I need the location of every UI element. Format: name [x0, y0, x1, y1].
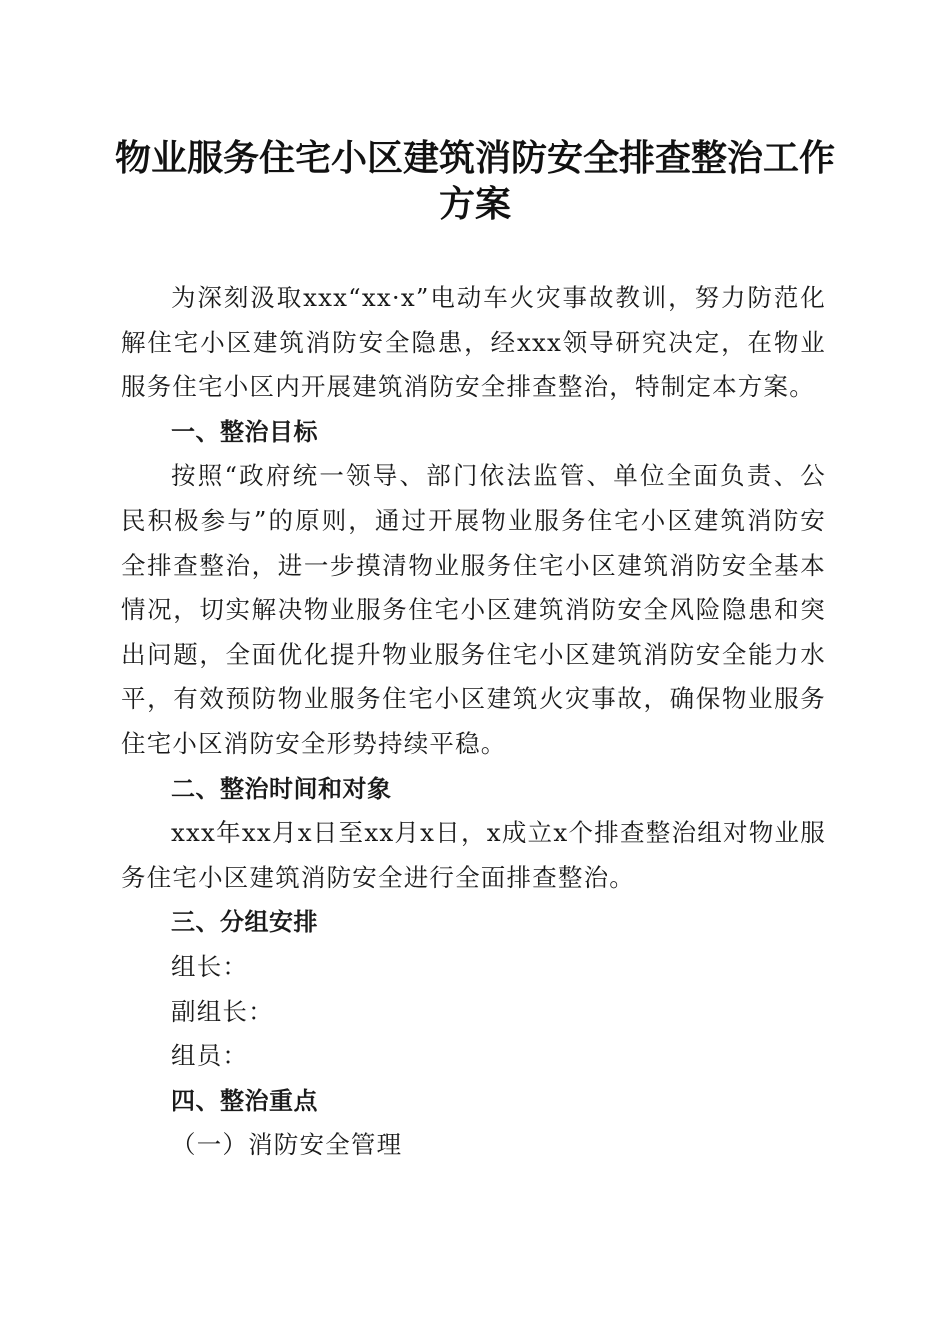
- document-title-line-2: 方案: [438, 184, 511, 225]
- goals-paragraph: 按照“政府统一领导、部门依法监管、单位全面负责、公民积极参与”的原则，通过开展物业服务住宅小区建筑消防安全排查整治，进一步摸清物业服务住宅小区建筑消防安全基本情况，切实解决物业服务住宅小区建筑消防安全风险隐患和突出问题，全面优化提升物业服务住宅小区建筑消防安全能力水平，有效预防物业服务住宅小区建筑火灾事故，确保物业服务住宅小区消防安全形势持续平稳。: [121, 461, 826, 758]
- time-and-targets-paragraph: xxx年xx月x日至xx月x日，x成立x个排查整治组对物业服务住宅小区建筑消防安全进行全面排查整治。: [121, 818, 826, 892]
- intro-paragraph: 为深刻汲取xxx“xx·x”电动车火灾事故教训，努力防范化解住宅小区建筑消防安全隐患，经xxx领导研究决定，在物业服务住宅小区内开展建筑消防安全排查整治，特制定本方案。: [121, 283, 826, 402]
- section-heading-key-points: 四、整治重点: [171, 1086, 318, 1115]
- members-line: 组员：: [171, 1041, 249, 1071]
- section-heading-group-arrangement: 三、分组安排: [171, 908, 318, 937]
- group-leader-line: 组长：: [171, 951, 249, 981]
- deputy-leader-line: 副组长：: [171, 996, 274, 1026]
- section-heading-time-and-targets: 二、整治时间和对象: [171, 774, 392, 803]
- document-title-line-1: 物业服务住宅小区建筑消防安全排查整治工作: [114, 138, 835, 179]
- document-body: [121, 276, 826, 1168]
- section-heading-goals: 一、整治目标: [171, 417, 318, 446]
- subsection-fire-safety-management: （一）消防安全管理: [171, 1130, 403, 1160]
